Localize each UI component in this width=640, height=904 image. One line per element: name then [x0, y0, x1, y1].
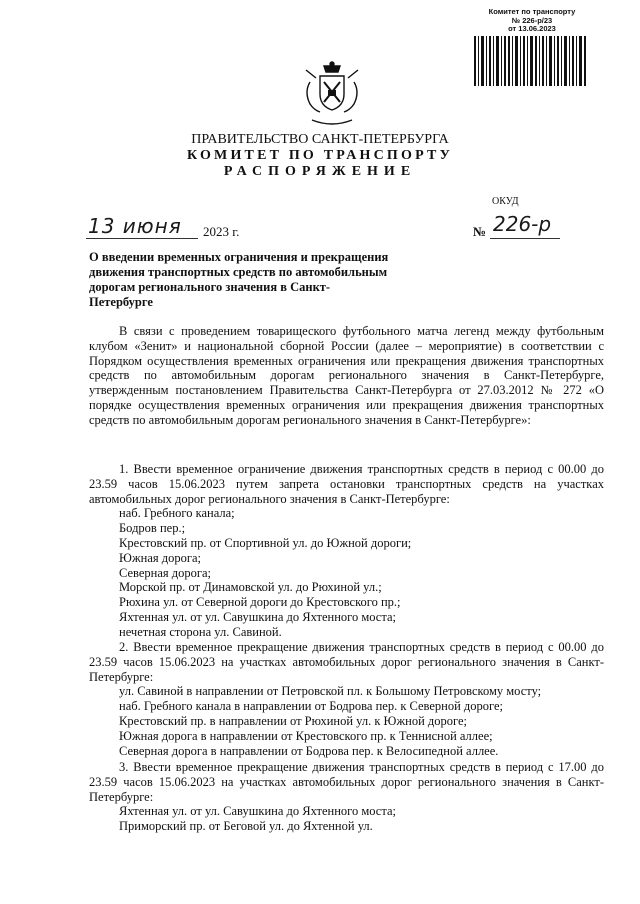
section-2-text: 2. Ввести временное прекращение движения транспортных средств в период с 00.00 до 23.59 часов 15.06.2023 на участках автомобильных дорог регионального значения в Санкт-Петербурге:	[89, 640, 604, 684]
date-year: 2023 г.	[203, 224, 240, 239]
section-2-item: наб. Гребного канала в направлении от Бодрова пер. к Северной дороге;	[119, 699, 504, 714]
government-heading: ПРАВИТЕЛЬСТВО САНКТ-ПЕТЕРБУРГА	[191, 132, 449, 147]
stamp-line-3: от 13.06.2023	[508, 24, 556, 33]
section-2-item: Крестовский пр. в направлении от Рюхиной ул. к Южной дороге;	[119, 713, 468, 728]
section-1-item: наб. Гребного канала;	[119, 506, 235, 521]
section-1-item: Южная дорога;	[119, 550, 202, 565]
section-1-text: 1. Ввести временное ограничение движения транспортных средств в период с 00.00 до 23.59 часов 15.06.2023 путем запрета остановки транспортных средств на участках автомобильных дорог регионального значения в Санкт-Петербурге:	[89, 462, 604, 506]
handwritten-number: 226-р	[493, 212, 552, 236]
section-1-item: Яхтенная ул. от ул. Савушкина до Яхтенного моста;	[119, 609, 396, 624]
preamble: В связи с проведением товарищеского футбольного матча легенд между футбольным клубом «Зенит» и национальной сборной России (далее – мероприятие) в соответствии с Порядком осуществления временных ограничения или прекращения движения транспортных средств по автомобильным дорогам регионального значения в Санкт-Петербурге, утвержденным постановлением Правительства Санкт-Петербурга от 27.03.2012 № 272 «О порядке осуществления временных ограничения или прекращения движения транспортных средств по автомобильным дорогам регионального значения в Санкт-Петербурге»:	[89, 324, 604, 427]
section-3-item: Яхтенная ул. от ул. Савушкина до Яхтенного моста;	[119, 804, 396, 819]
number-underline	[490, 238, 560, 239]
section-1	[89, 462, 604, 640]
coat-of-arms-icon	[302, 60, 362, 130]
section-2-item: ул. Савиной в направлении от Петровской пл. к Большому Петровскому мосту;	[119, 684, 542, 699]
okud-label: ОКУД	[492, 196, 519, 207]
section-2-item: Южная дорога в направлении от Крестовского пр. к Теннисной аллее;	[119, 728, 493, 743]
registration-stamp	[472, 8, 592, 34]
document-title: О введении временных ограничения и прекращения движения транспортных средств по автомобильным дорогам регионального значения в Санкт-Петербурге	[89, 250, 389, 309]
section-1-item: нечетная сторона ул. Савиной.	[119, 624, 282, 639]
section-1-item: Рюхина ул. от Северной дороги до Крестовского пр.;	[119, 595, 401, 610]
section-1-item: Крестовский пр. от Спортивной ул. до Южной дороги;	[119, 535, 412, 550]
section-2	[89, 640, 604, 758]
section-3-item: Приморский пр. от Беговой ул. до Яхтенной ул.	[119, 819, 373, 834]
document-type-heading: РАСПОРЯЖЕНИЕ	[223, 164, 417, 179]
section-1-item: Бодров пер.;	[119, 521, 186, 536]
section-3-text: 3. Ввести временное прекращение движения транспортных средств в период с 17.00 до 23.59 часов 15.06.2023 на участках автомобильных дорог регионального значения в Санкт-Петербурге:	[89, 760, 604, 804]
barcode	[474, 36, 588, 86]
stamp-line-1: Комитет по транспорту	[488, 7, 576, 16]
committee-heading: КОМИТЕТ ПО ТРАНСПОРТУ	[186, 148, 454, 163]
stamp-line-2: № 226-р/23	[511, 15, 553, 25]
section-1-item: Морской пр. от Динамовской ул. до Рюхиной ул.;	[119, 580, 382, 595]
section-1-item: Северная дорога;	[119, 565, 212, 580]
handwritten-date: 13 июня	[88, 214, 182, 238]
section-3	[89, 760, 604, 834]
section-2-item: Северная дорога в направлении от Бодрова пер. к Велосипедной аллее.	[119, 743, 499, 758]
number-label: №	[473, 224, 487, 239]
date-underline	[86, 238, 198, 239]
